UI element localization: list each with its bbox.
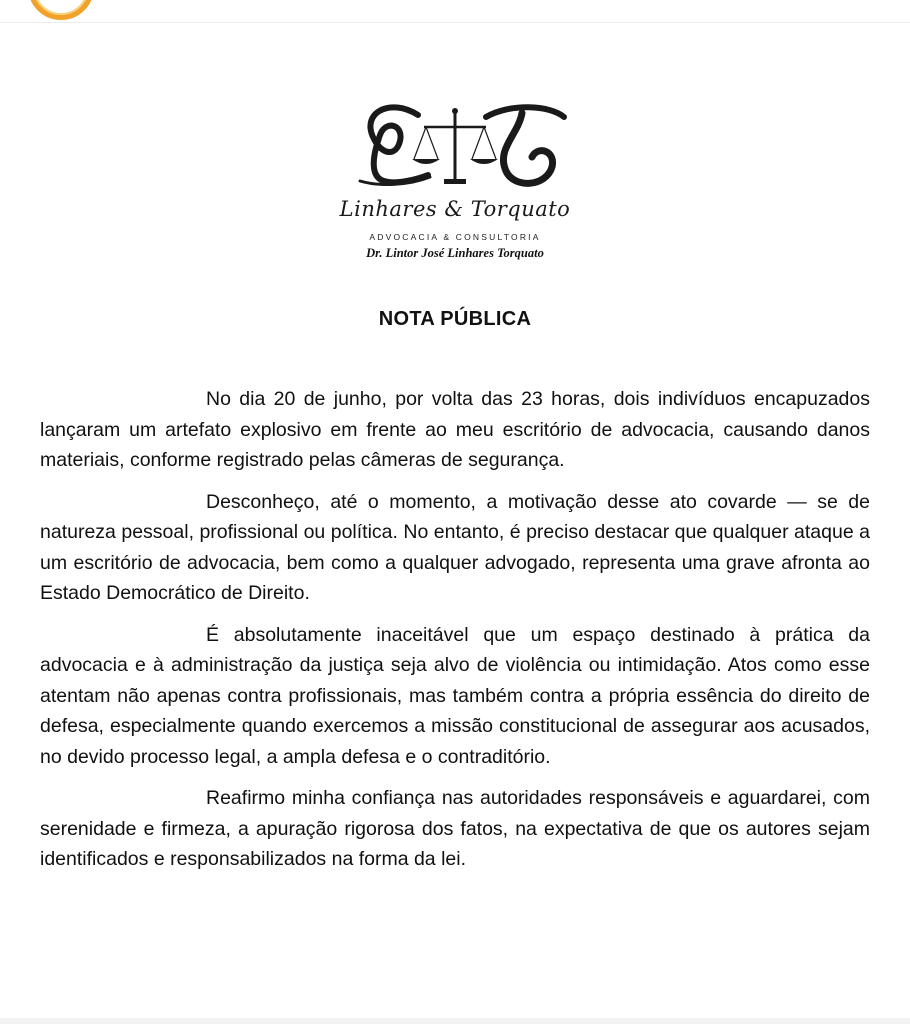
logo-monogram-icon: [300, 95, 610, 200]
firm-subtitle: ADVOCACIA & CONSULTORIA: [369, 232, 541, 242]
paragraph: Reafirmo minha confiança nas autoridades responsáveis e aguardarei, com serenidade e firmeza, a apuração rigorosa dos fatos, na expectativa de que os autores sejam identificados e responsabilizados na forma da lei.: [40, 787, 870, 870]
app-logo-badge-icon[interactable]: [28, 0, 94, 20]
firm-name: Linhares & Torquato: [339, 197, 571, 221]
document-body: [40, 384, 870, 886]
paragraph: No dia 20 de junho, por volta das 23 horas, dois indivíduos encapuzados lançaram um artefato explosivo em frente ao meu escritório de advocacia, causando danos materiais, conforme registrado pelas câmeras de segurança.: [40, 388, 870, 471]
document-page: [0, 23, 910, 1018]
top-status-bar: [0, 0, 910, 23]
page-bottom-edge: [0, 1018, 910, 1024]
document-title: NOTA PÚBLICA: [378, 308, 532, 330]
paragraph: Desconheço, até o momento, a motivação desse ato covarde — se de natureza pessoal, profissional ou política. No entanto, é preciso destacar que qualquer ataque a um escritório de advocacia, bem como a qualquer advogado, representa uma grave afronta ao Estado Democrático de Direito.: [40, 490, 870, 604]
paragraph: É absolutamente inaceitável que um espaço destinado à prática da advocacia e à administração da justiça seja alvo de violência ou intimidação. Atos como esse atentam não apenas contra profissionais, mas também contra a própria essência do direito de defesa, especialmente quando exercemos a missão constitucional de assegurar aos acusados, no devido processo legal, a ampla defesa e o contraditório.: [40, 623, 870, 768]
lawyer-name: Dr. Lintor José Linhares Torquato: [366, 246, 544, 260]
firm-logo: [300, 95, 610, 270]
